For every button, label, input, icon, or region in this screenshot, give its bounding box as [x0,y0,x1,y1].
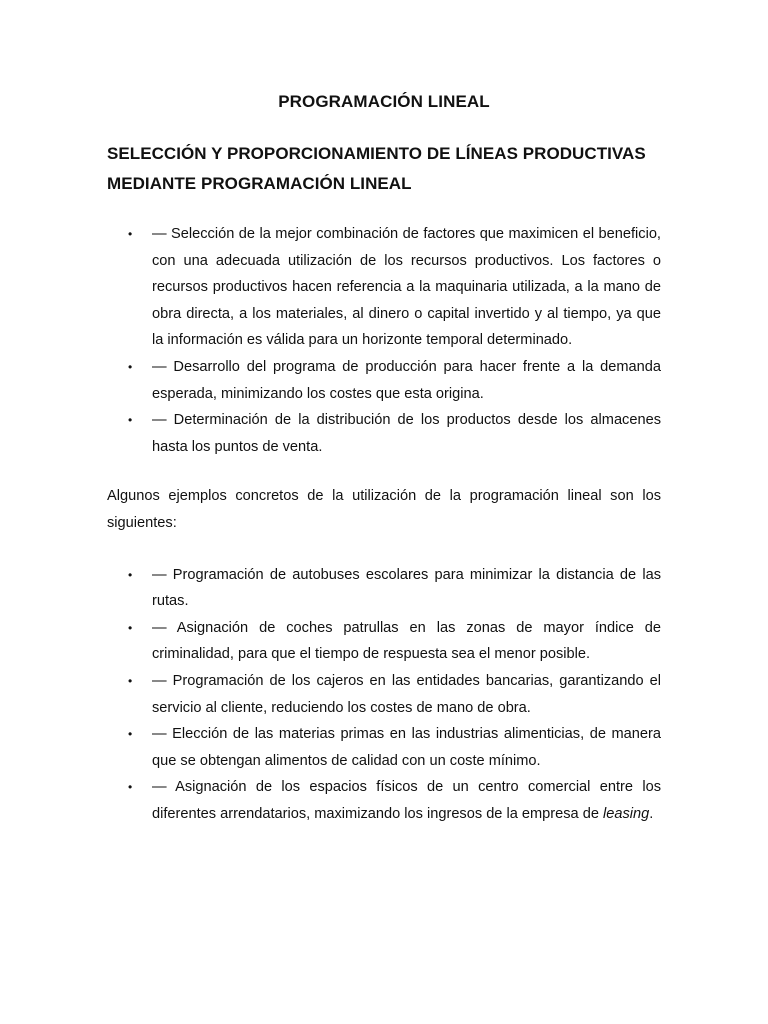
list-item [128,774,661,827]
list-item [128,668,661,721]
list-item-text: — Programación de autobuses escolares para minimizar la distancia de las rutas. [152,566,661,610]
list-item-text: — Desarrollo del programa de producción para hacer frente a la demanda esperada, minimizando los costes que esta origina. [152,358,661,402]
list-item-text: — Elección de las materias primas en las industrias alimenticias, de manera que se obtengan alimentos de calidad con un coste mínimo. [152,726,661,769]
bullet-icon: • [128,359,133,374]
emphasis-word: leasing [603,805,650,822]
list-item-text: — Asignación de coches patrullas en las zonas de mayor índice de criminalidad, para que el tiempo de respuesta sea el menor posible. [152,619,661,663]
list-item [128,354,661,407]
list-item-text: — Determinación de la distribución de los productos desde los almacenes hasta los puntos de venta. [152,412,661,455]
bullet-icon: • [128,673,133,688]
document-subtitle: SELECCIÓN Y PROPORCIONAMIENTO DE LÍNEAS PRODUCTIVAS MEDIANTE PROGRAMACIÓN LINEAL [107,144,646,193]
bullet-list-examples [107,562,661,828]
bullet-icon: • [128,620,133,635]
bullet-list-objectives [107,221,661,460]
bullet-icon: • [128,567,133,582]
list-item-text: — Selección de la mejor combinación de factores que maximicen el beneficio, con una adecuada utilización de los recursos productivos. Los factores o recursos productivos hacen referencia a la maquinaria utilizada, a la mano de obra directa, a los materiales, al dinero o capital invertido y al tiempo, ya que la información es válida para un horizonte temporal determinado. [152,226,661,349]
list-item [128,615,661,668]
intro-paragraph: Algunos ejemplos concretos de la utilización de la programación lineal son los siguientes: [107,488,661,531]
list-item [128,721,661,774]
list-item [128,407,661,460]
list-item-text: — Programación de los cajeros en las entidades bancarias, garantizando el servicio al cliente, reduciendo los costes de mano de obra. [152,672,661,716]
list-item [128,221,661,354]
list-item-end: . [649,805,654,822]
list-item-text: — Asignación de los espacios físicos de un centro comercial entre los diferentes arrendatarios, maximizando los ingresos de la empresa de [152,779,661,822]
bullet-icon: • [128,413,133,428]
document-title: PROGRAMACIÓN LINEAL [278,92,490,111]
bullet-icon: • [128,727,133,742]
bullet-icon: • [128,780,133,795]
list-item [128,562,661,615]
bullet-icon: • [128,227,133,241]
